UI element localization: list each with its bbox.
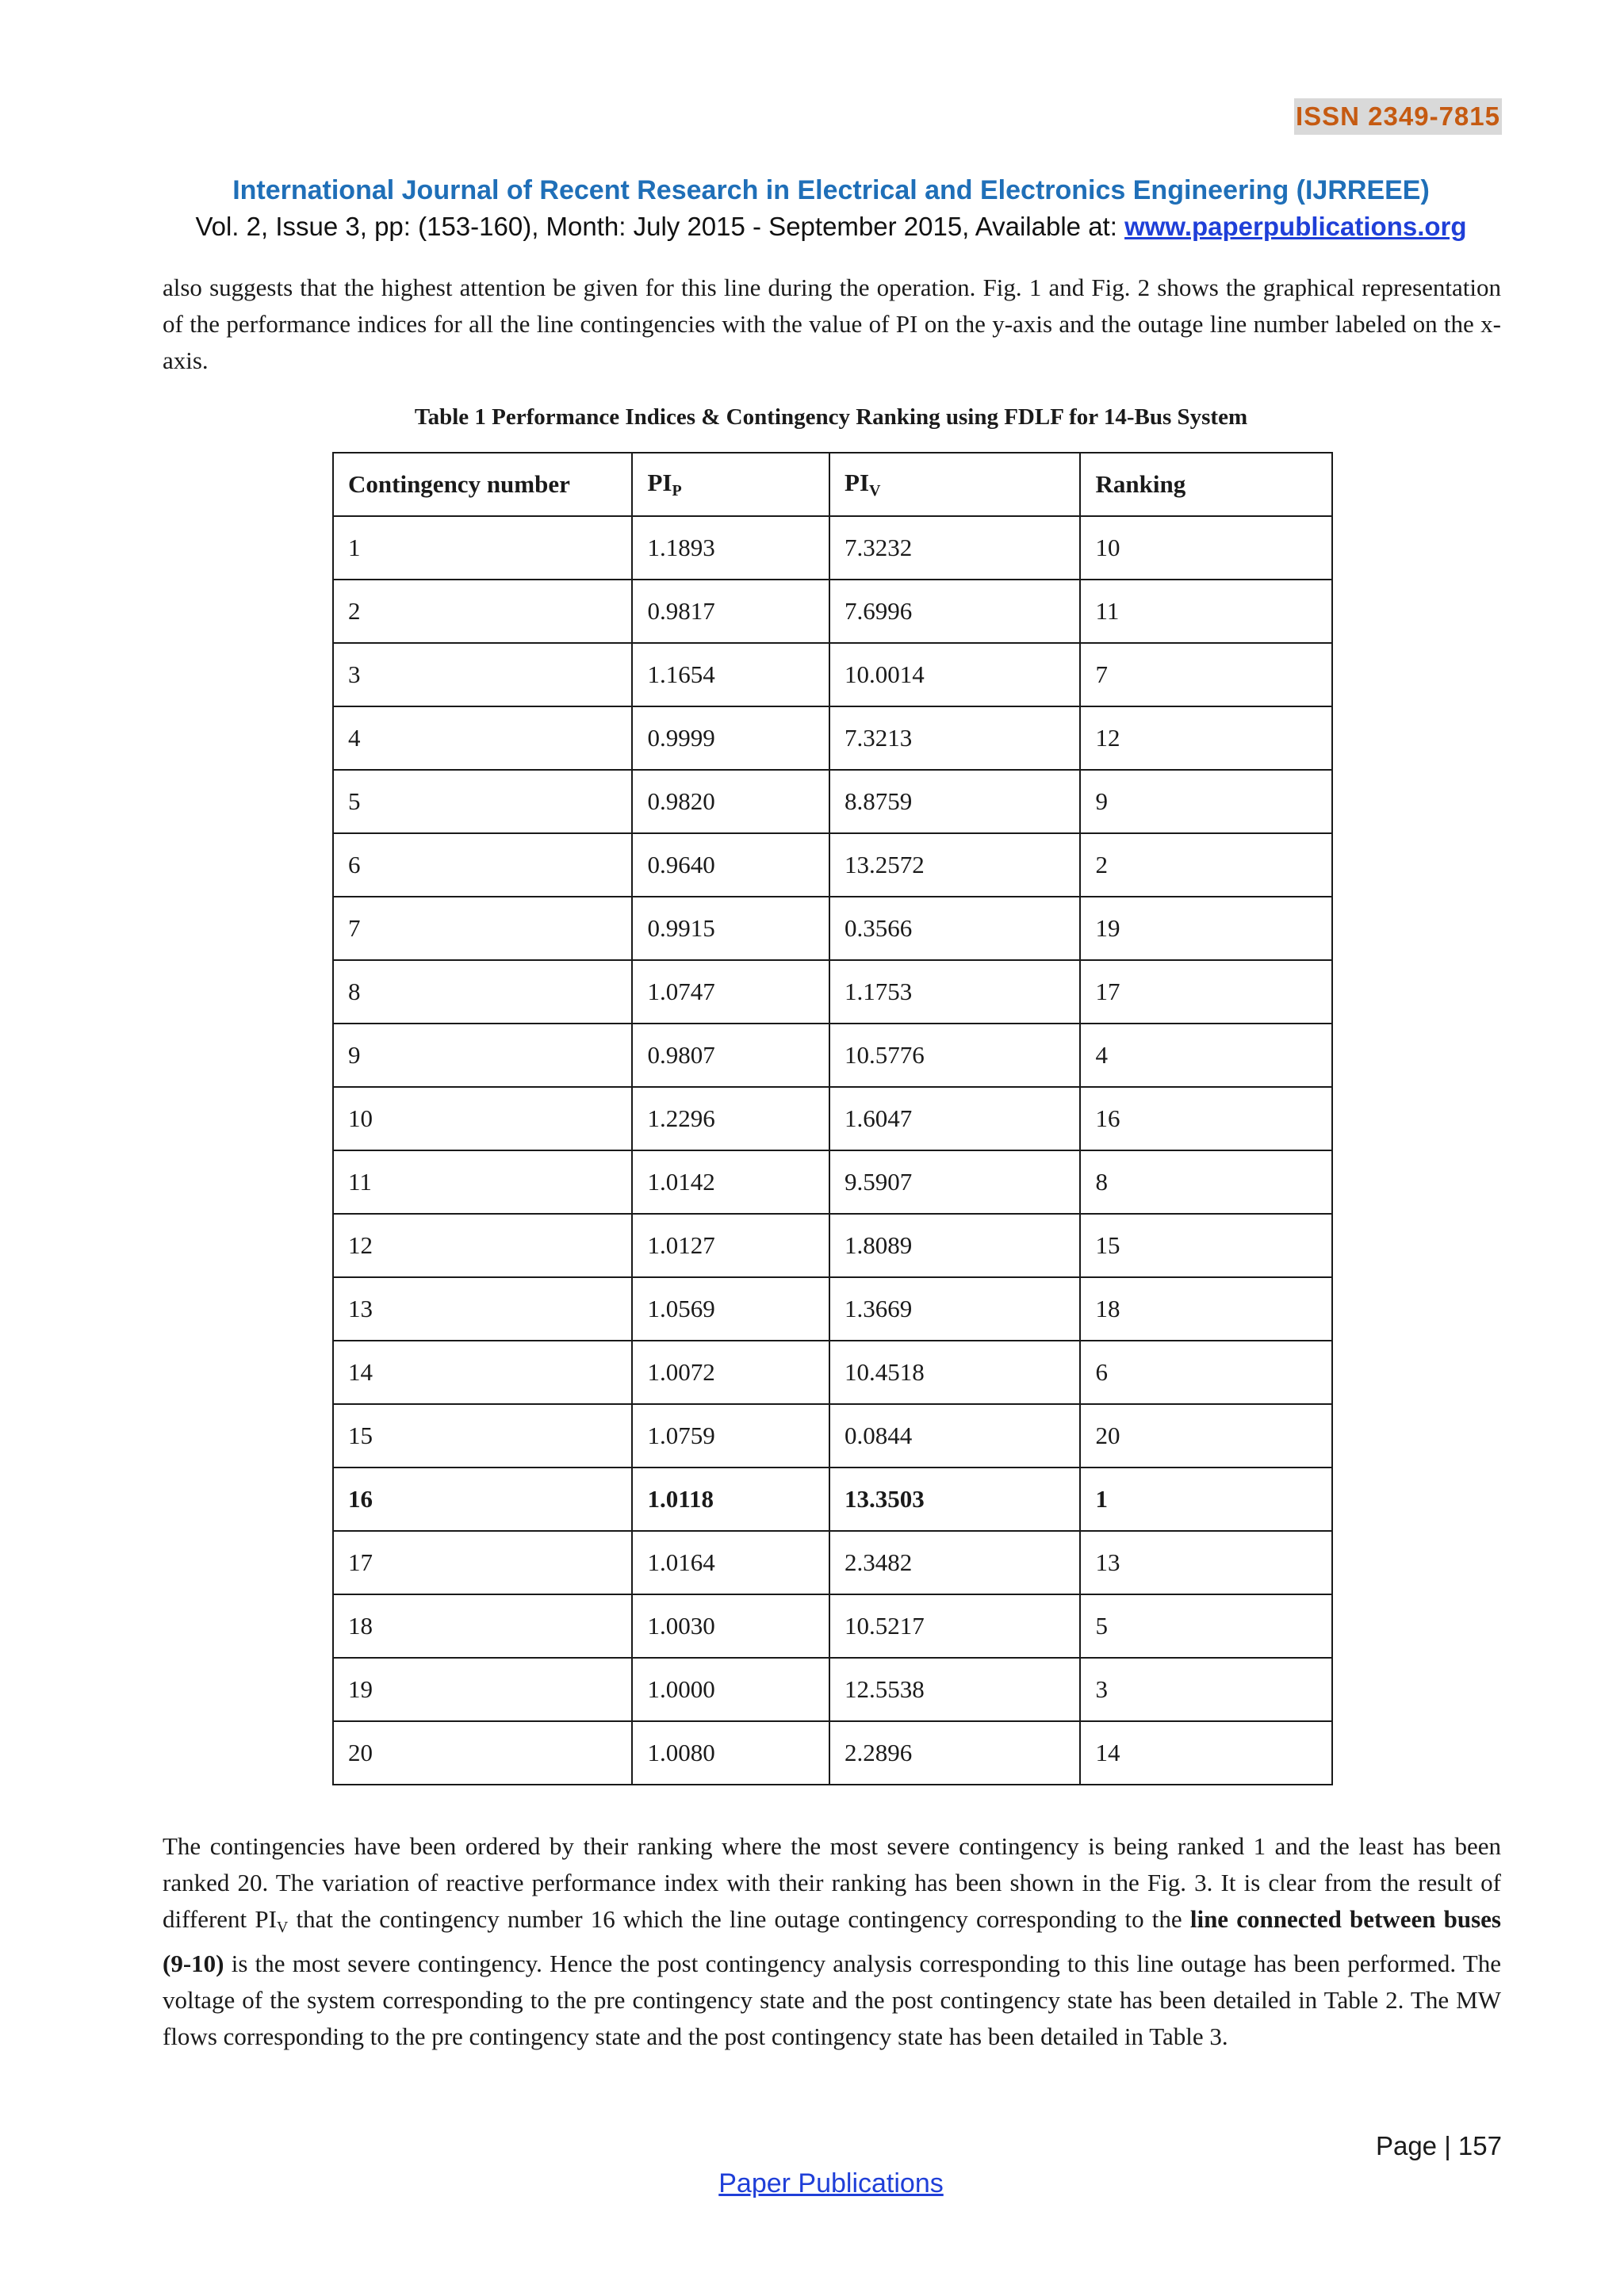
table-row bbox=[333, 897, 1332, 960]
closing-text-3: is the most severe contingency. Hence the post contingency analysis corresponding to this line outage has been performed. The voltage of the system corresponding to the pre contingency state and the post contingency state has been detailed in Table 2. The MW flows corresponding to the pre contingency state and the post contingency state has been detailed in Table 3. bbox=[163, 1950, 1501, 2050]
table-caption: Table 1 Performance Indices & Contingency Ranking using FDLF for 14-Bus System bbox=[414, 404, 1248, 430]
table-row bbox=[333, 1214, 1332, 1277]
cell-piv: 7.3213 bbox=[829, 706, 1080, 770]
closing-paragraph bbox=[163, 1828, 1501, 2055]
cell-pip: 0.9640 bbox=[632, 833, 829, 897]
header-ranking: Ranking bbox=[1080, 453, 1332, 516]
cell-pip: 1.2296 bbox=[632, 1087, 829, 1150]
cell-ranking: 2 bbox=[1080, 833, 1332, 897]
cell-contingency: 16 bbox=[333, 1468, 632, 1531]
table-row bbox=[333, 833, 1332, 897]
table-header-row bbox=[333, 453, 1332, 516]
table-row bbox=[333, 643, 1332, 706]
cell-ranking: 11 bbox=[1080, 580, 1332, 643]
cell-ranking: 17 bbox=[1080, 960, 1332, 1024]
table-row bbox=[333, 1594, 1332, 1658]
cell-ranking: 7 bbox=[1080, 643, 1332, 706]
table-row bbox=[333, 580, 1332, 643]
cell-pip: 1.1654 bbox=[632, 643, 829, 706]
cell-ranking: 20 bbox=[1080, 1404, 1332, 1468]
page-number: Page | 157 bbox=[1375, 2131, 1502, 2160]
cell-ranking: 10 bbox=[1080, 516, 1332, 580]
cell-ranking: 1 bbox=[1080, 1468, 1332, 1531]
cell-piv: 10.5776 bbox=[829, 1024, 1080, 1087]
table-row bbox=[333, 1024, 1332, 1087]
header-piv-sub: V bbox=[869, 482, 881, 499]
intro-paragraph: also suggests that the highest attention be given for this line during the operation. Fig. 1 and Fig. 2 shows the graphical representation of the performance indices for all the line contingencies with the value of PI on the y-axis and the outage line number labeled on the x-axis. bbox=[163, 274, 1501, 374]
cell-pip: 1.0164 bbox=[632, 1531, 829, 1594]
cell-contingency: 2 bbox=[333, 580, 632, 643]
cell-contingency: 14 bbox=[333, 1341, 632, 1404]
cell-contingency: 20 bbox=[333, 1721, 632, 1785]
header-pip-base: PI bbox=[647, 469, 672, 496]
cell-ranking: 6 bbox=[1080, 1341, 1332, 1404]
cell-pip: 0.9820 bbox=[632, 770, 829, 833]
cell-contingency: 12 bbox=[333, 1214, 632, 1277]
cell-contingency: 10 bbox=[333, 1087, 632, 1150]
cell-contingency: 19 bbox=[333, 1658, 632, 1721]
cell-contingency: 15 bbox=[333, 1404, 632, 1468]
cell-pip: 1.0569 bbox=[632, 1277, 829, 1341]
cell-contingency: 1 bbox=[333, 516, 632, 580]
journal-info-text: Vol. 2, Issue 3, pp: (153-160), Month: July 2015 - September 2015, Available at: bbox=[195, 212, 1125, 241]
cell-pip: 1.0080 bbox=[632, 1721, 829, 1785]
cell-piv: 13.2572 bbox=[829, 833, 1080, 897]
cell-piv: 0.3566 bbox=[829, 897, 1080, 960]
cell-contingency: 5 bbox=[333, 770, 632, 833]
cell-contingency: 18 bbox=[333, 1594, 632, 1658]
cell-ranking: 19 bbox=[1080, 897, 1332, 960]
header-pip bbox=[632, 453, 829, 516]
journal-title: International Journal of Recent Research in Electrical and Electronics Engineering (IJRREEE) bbox=[232, 175, 1430, 205]
cell-contingency: 3 bbox=[333, 643, 632, 706]
table-row bbox=[333, 1150, 1332, 1214]
cell-piv: 2.2896 bbox=[829, 1721, 1080, 1785]
cell-pip: 1.0759 bbox=[632, 1404, 829, 1468]
cell-piv: 7.6996 bbox=[829, 580, 1080, 643]
cell-piv: 2.3482 bbox=[829, 1531, 1080, 1594]
cell-contingency: 9 bbox=[333, 1024, 632, 1087]
journal-info bbox=[0, 209, 1624, 244]
table-row bbox=[333, 1087, 1332, 1150]
cell-pip: 0.9999 bbox=[632, 706, 829, 770]
table-row bbox=[333, 1721, 1332, 1785]
contingency-ranking-table bbox=[332, 452, 1333, 1785]
closing-bold-line: line connected between buses (9-10) bbox=[163, 1905, 1501, 1977]
table-row bbox=[333, 770, 1332, 833]
cell-piv: 7.3232 bbox=[829, 516, 1080, 580]
cell-contingency: 17 bbox=[333, 1531, 632, 1594]
footer bbox=[0, 2166, 1624, 2201]
cell-piv: 9.5907 bbox=[829, 1150, 1080, 1214]
table-row bbox=[333, 1468, 1332, 1531]
cell-ranking: 8 bbox=[1080, 1150, 1332, 1214]
table-row bbox=[333, 960, 1332, 1024]
cell-contingency: 11 bbox=[333, 1150, 632, 1214]
cell-contingency: 8 bbox=[333, 960, 632, 1024]
cell-pip: 0.9807 bbox=[632, 1024, 829, 1087]
cell-pip: 0.9915 bbox=[632, 897, 829, 960]
cell-piv: 13.3503 bbox=[829, 1468, 1080, 1531]
cell-ranking: 9 bbox=[1080, 770, 1332, 833]
cell-ranking: 15 bbox=[1080, 1214, 1332, 1277]
table-row bbox=[333, 516, 1332, 580]
cell-piv: 1.8089 bbox=[829, 1214, 1080, 1277]
header-contingency-number: Contingency number bbox=[333, 453, 632, 516]
table-row bbox=[333, 1277, 1332, 1341]
cell-contingency: 13 bbox=[333, 1277, 632, 1341]
table-row bbox=[333, 1404, 1332, 1468]
cell-pip: 1.0747 bbox=[632, 960, 829, 1024]
cell-pip: 1.0118 bbox=[632, 1468, 829, 1531]
cell-ranking: 5 bbox=[1080, 1594, 1332, 1658]
issn-badge: ISSN 2349-7815 bbox=[1294, 98, 1502, 135]
cell-pip: 1.0072 bbox=[632, 1341, 829, 1404]
table-row bbox=[333, 1658, 1332, 1721]
cell-contingency: 4 bbox=[333, 706, 632, 770]
table-row bbox=[333, 1531, 1332, 1594]
closing-piv-sub: V bbox=[276, 1919, 289, 1936]
closing-text-1: The contingencies have been ordered by their ranking where the most severe contingency is being ranked 1 and the least has been ranked 20. The variation of reactive performance index with their ranking has been shown in the Fig. 3. It is clear from the result of different PI bbox=[163, 1832, 1501, 1933]
journal-website-link[interactable]: www.paperpublications.org bbox=[1124, 212, 1467, 241]
cell-ranking: 16 bbox=[1080, 1087, 1332, 1150]
closing-text-2: that the contingency number 16 which the line outage contingency corresponding to the bbox=[288, 1905, 1190, 1933]
cell-pip: 1.1893 bbox=[632, 516, 829, 580]
header-piv-base: PI bbox=[845, 469, 870, 496]
cell-piv: 8.8759 bbox=[829, 770, 1080, 833]
table-row bbox=[333, 1341, 1332, 1404]
cell-pip: 1.0127 bbox=[632, 1214, 829, 1277]
cell-piv: 10.0014 bbox=[829, 643, 1080, 706]
publisher-link[interactable]: Paper Publications bbox=[718, 2168, 944, 2198]
cell-pip: 0.9817 bbox=[632, 580, 829, 643]
cell-piv: 0.0844 bbox=[829, 1404, 1080, 1468]
cell-ranking: 14 bbox=[1080, 1721, 1332, 1785]
cell-piv: 1.1753 bbox=[829, 960, 1080, 1024]
cell-ranking: 4 bbox=[1080, 1024, 1332, 1087]
cell-contingency: 7 bbox=[333, 897, 632, 960]
cell-piv: 1.6047 bbox=[829, 1087, 1080, 1150]
cell-ranking: 12 bbox=[1080, 706, 1332, 770]
cell-pip: 1.0142 bbox=[632, 1150, 829, 1214]
cell-ranking: 13 bbox=[1080, 1531, 1332, 1594]
cell-ranking: 18 bbox=[1080, 1277, 1332, 1341]
cell-piv: 10.4518 bbox=[829, 1341, 1080, 1404]
header-pip-sub: P bbox=[672, 482, 682, 499]
cell-piv: 10.5217 bbox=[829, 1594, 1080, 1658]
cell-piv: 1.3669 bbox=[829, 1277, 1080, 1341]
cell-contingency: 6 bbox=[333, 833, 632, 897]
cell-pip: 1.0000 bbox=[632, 1658, 829, 1721]
cell-piv: 12.5538 bbox=[829, 1658, 1080, 1721]
table-row bbox=[333, 706, 1332, 770]
cell-pip: 1.0030 bbox=[632, 1594, 829, 1658]
cell-ranking: 3 bbox=[1080, 1658, 1332, 1721]
header-piv bbox=[829, 453, 1080, 516]
